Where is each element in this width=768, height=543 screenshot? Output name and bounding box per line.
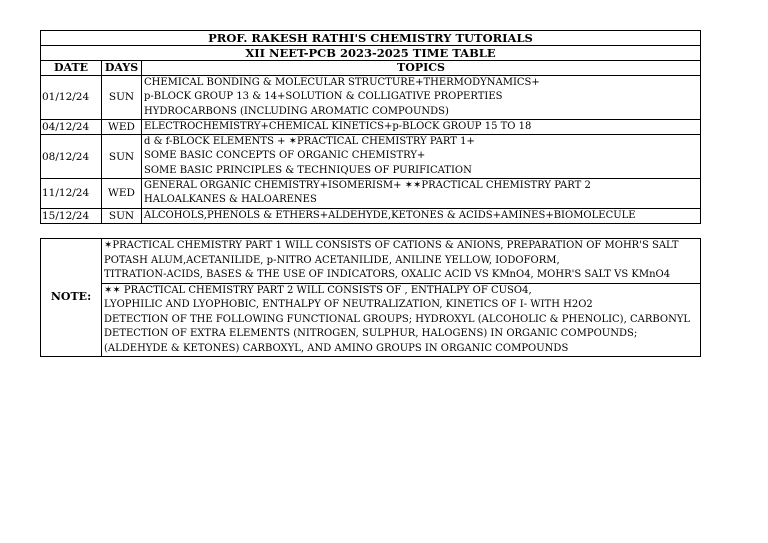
note-line: LYOPHILIC AND LYOPHOBIC, ENTHALPY OF NEUTRALIZATION, KINETICS OF I- WITH H2O2 (104, 299, 593, 310)
note-line: ✶PRACTICAL CHEMISTRY PART 1 WILL CONSISTS OF CATIONS & ANIONS, PREPARATION OF MOHR'S SALT (104, 240, 679, 251)
topics-header: TOPICS (142, 61, 701, 76)
topic-line: p-BLOCK GROUP 13 & 14+SOLUTION & COLLIGATIVE PROPERTIES (144, 91, 503, 103)
note-line: TITRATION-ACIDS, BASES & THE USE OF INDICATORS, OXALIC ACID VS KMnO4, MOHR'S SALT VS KMnO4 (104, 269, 671, 280)
row-day: SUN (102, 135, 142, 179)
title-row-1 (41, 31, 701, 46)
topic-line: ALCOHOLS,PHENOLS & ETHERS+ALDEHYDE,KETONES & ACIDS+AMINES+BIOMOLECULE (144, 209, 636, 221)
row-date: 04/12/24 (41, 119, 102, 134)
practical-part-1-note (102, 239, 701, 284)
header-row (41, 61, 701, 76)
row-day: SUN (102, 208, 142, 223)
topic-line: d & f-BLOCK ELEMENTS + ✶PRACTICAL CHEMISTRY PART 1+ (144, 136, 475, 148)
practical-part-2-note (102, 283, 701, 357)
table-row (41, 135, 701, 179)
note-line: POTASH ALUM,ACETANILIDE, p-NITRO ACETANILIDE, ANILINE YELLOW, IODOFORM, (104, 254, 560, 266)
note-line: (ALDEHYDE & KETONES) CARBOXYL, AND AMINO GROUPS IN ORGANIC COMPOUNDS (104, 342, 569, 354)
row-day: SUN (102, 76, 142, 120)
date-header: DATE (41, 61, 102, 76)
row-topics (142, 76, 701, 120)
topic-line: HYDROCARBONS (INCLUDING AROMATIC COMPOUNDS) (144, 105, 449, 117)
notes-table (40, 238, 701, 357)
table-row (41, 179, 701, 209)
note-line: DETECTION OF EXTRA ELEMENTS (NITROGEN, SULPHUR, HALOGENS) IN ORGANIC COMPOUNDS; (104, 328, 638, 339)
topic-line: SOME BASIC PRINCIPLES & TECHNIQUES OF PURIFICATION (144, 164, 472, 176)
tutorial-title: PROF. RAKESH RATHI'S CHEMISTRY TUTORIALS (41, 31, 701, 46)
row-date: 11/12/24 (41, 179, 102, 209)
row-day: WED (102, 179, 142, 209)
topic-line: GENERAL ORGANIC CHEMISTRY+ISOMERISM+ ✶✶PRACTICAL CHEMISTRY PART 2 (144, 180, 591, 192)
topic-line: SOME BASIC CONCEPTS OF ORGANIC CHEMISTRY+ (144, 150, 426, 162)
topic-line: HALOALKANES & HALOARENES (144, 194, 317, 206)
timetable-subtitle: XII NEET-PCB 2023-2025 TIME TABLE (41, 46, 701, 61)
table-row (41, 76, 701, 120)
notes-row-1 (41, 239, 701, 284)
topic-line: ELECTROCHEMISTRY+CHEMICAL KINETICS+p-BLOCK GROUP 15 TO 18 (144, 120, 532, 132)
row-day: WED (102, 119, 142, 134)
table-row (41, 208, 701, 223)
note-line: ✶✶ PRACTICAL CHEMISTRY PART 2 WILL CONSISTS OF , ENTHALPY OF CUSO4, (104, 284, 532, 296)
row-topics (142, 119, 701, 134)
row-topics (142, 179, 701, 209)
note-line: DETECTION OF THE FOLLOWING FUNCTIONAL GROUPS; HYDROXYL (ALCOHOLIC & PHENOLIC), CARBONYL (104, 313, 691, 325)
row-date: 01/12/24 (41, 76, 102, 120)
table-row (41, 119, 701, 134)
row-topics (142, 135, 701, 179)
note-label: NOTE: (41, 239, 102, 357)
row-date: 15/12/24 (41, 208, 102, 223)
days-header: DAYS (102, 61, 142, 76)
row-topics (142, 208, 701, 223)
row-date: 08/12/24 (41, 135, 102, 179)
topic-line: CHEMICAL BONDING & MOLECULAR STRUCTURE+THERMODYNAMICS+ (144, 77, 540, 88)
notes-row-2 (41, 283, 701, 357)
timetable (40, 30, 701, 224)
title-row-2 (41, 46, 701, 61)
